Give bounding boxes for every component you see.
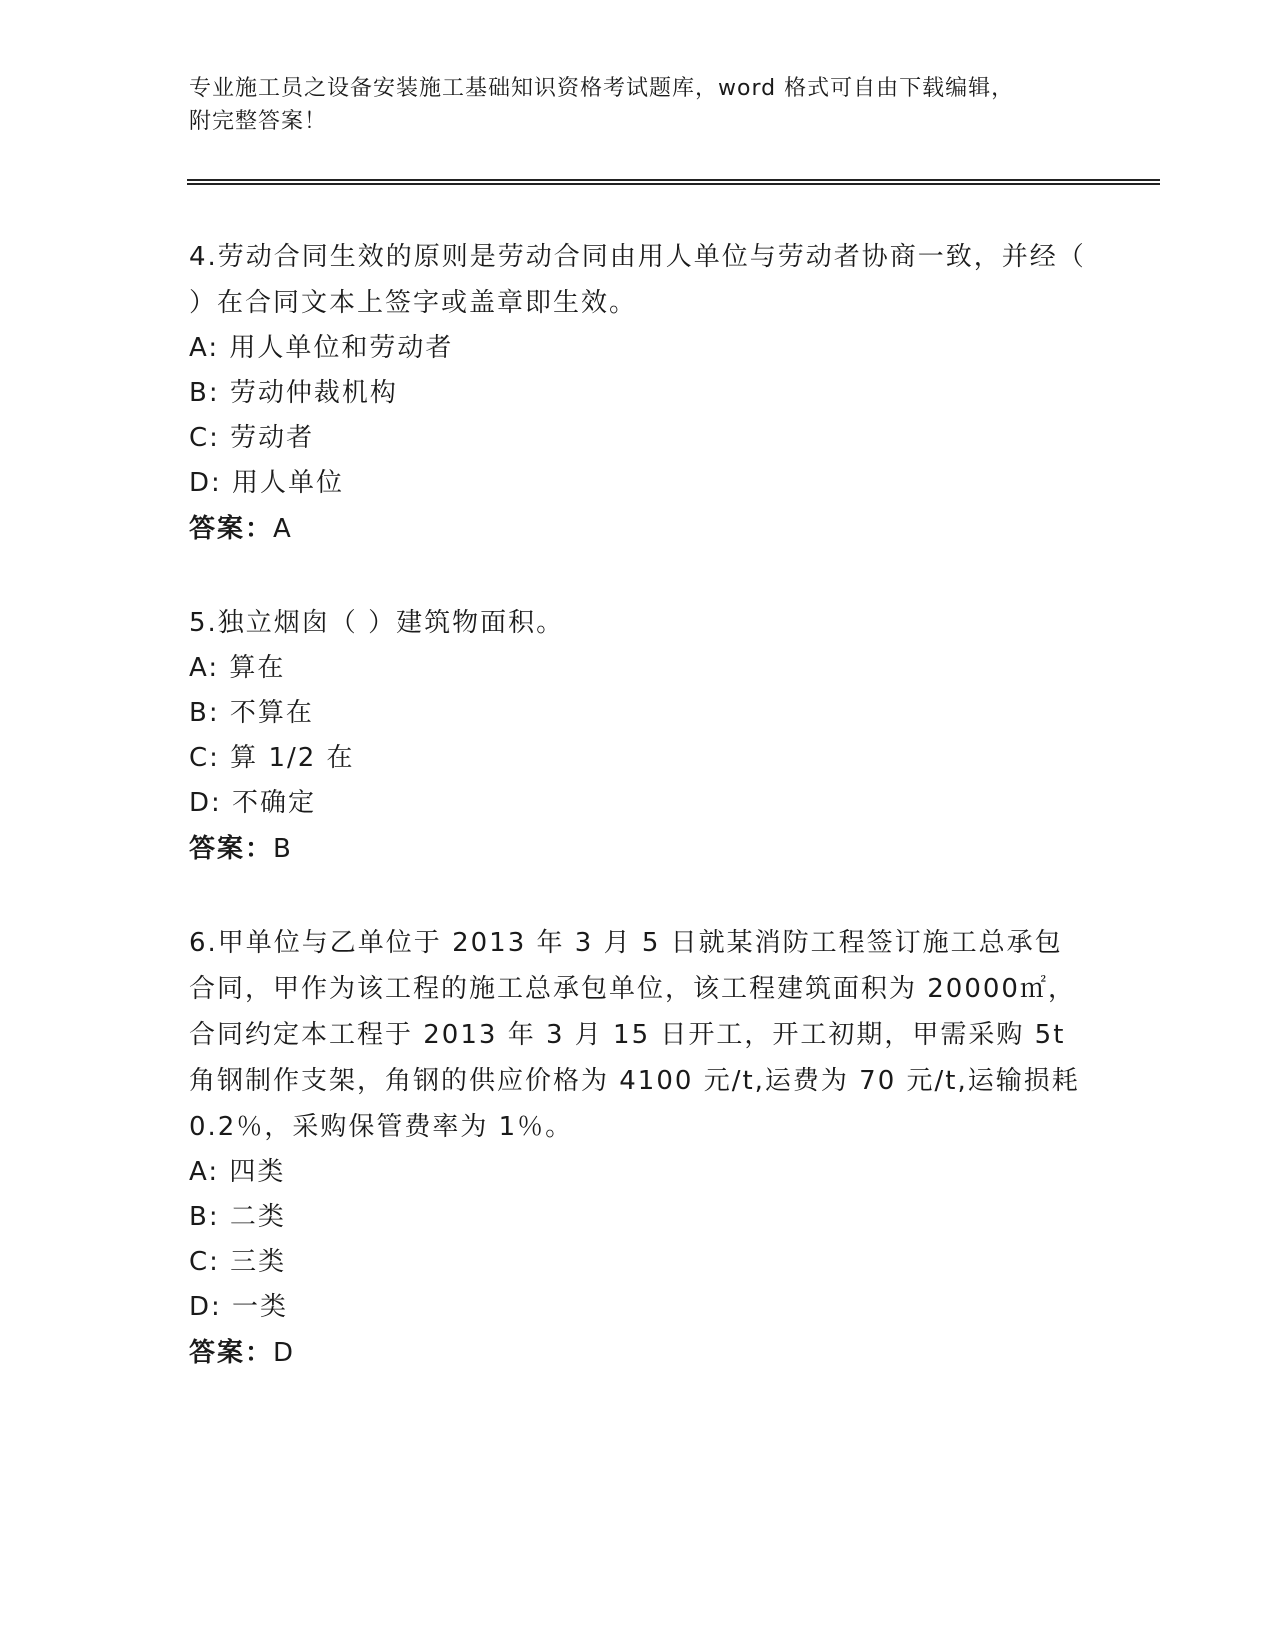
answer	[189, 1330, 1089, 1376]
question-6	[189, 920, 1089, 1376]
answer-label: 答案：	[189, 1338, 274, 1368]
answer	[189, 506, 1089, 552]
answer-value: D	[273, 1338, 296, 1368]
header-line-2: 附完整答案！	[189, 109, 328, 134]
option-b: B: 不算在	[189, 698, 314, 728]
option-d: D: 不确定	[189, 788, 317, 818]
option-b: B: 劳动仲裁机构	[189, 378, 398, 408]
question-5	[189, 600, 1089, 872]
header-divider	[187, 179, 1160, 185]
question-stem: 4.劳动合同生效的原则是劳动合同由用人单位与劳动者协商一致，并经（ ）在合同文本上签字或盖章即生效。	[189, 242, 1086, 318]
question-stem: 5.独立烟囱（ ）建筑物面积。	[189, 608, 565, 638]
option-a: A: 四类	[189, 1157, 286, 1187]
question-stem: 6.甲单位与乙单位于 2013 年 3 月 5 日就某消防工程签订施工总承包合同，甲作为该工程的施工总承包单位，该工程建筑面积为 20000㎡，合同约定本工程于 2013 年 3 月 15 日开工，开工初期，甲需采购 5t 角钢制作支架，角钢的供应价格为 4100 元/t,运费为 70 元/t,运输损耗 0.2％，采购保管费率为 1％。	[189, 928, 1080, 1142]
answer-value: B	[273, 834, 293, 864]
option-b: B: 二类	[189, 1202, 286, 1232]
answer-value: A	[273, 514, 293, 544]
header-line-1: 专业施工员之设备安装施工基础知识资格考试题库，word 格式可自由下载编辑，	[189, 76, 1015, 101]
option-d: D: 一类	[189, 1292, 289, 1322]
option-a: A: 算在	[189, 653, 286, 683]
option-c: C: 算 1/2 在	[189, 743, 355, 773]
document-header	[189, 72, 1089, 138]
option-c: C: 劳动者	[189, 423, 315, 453]
answer-label: 答案：	[189, 834, 274, 864]
option-a: A: 用人单位和劳动者	[189, 333, 454, 363]
answer	[189, 826, 1089, 872]
question-4	[189, 234, 1089, 552]
option-d: D: 用人单位	[189, 468, 345, 498]
answer-label: 答案：	[189, 514, 274, 544]
option-c: C: 三类	[189, 1247, 287, 1277]
